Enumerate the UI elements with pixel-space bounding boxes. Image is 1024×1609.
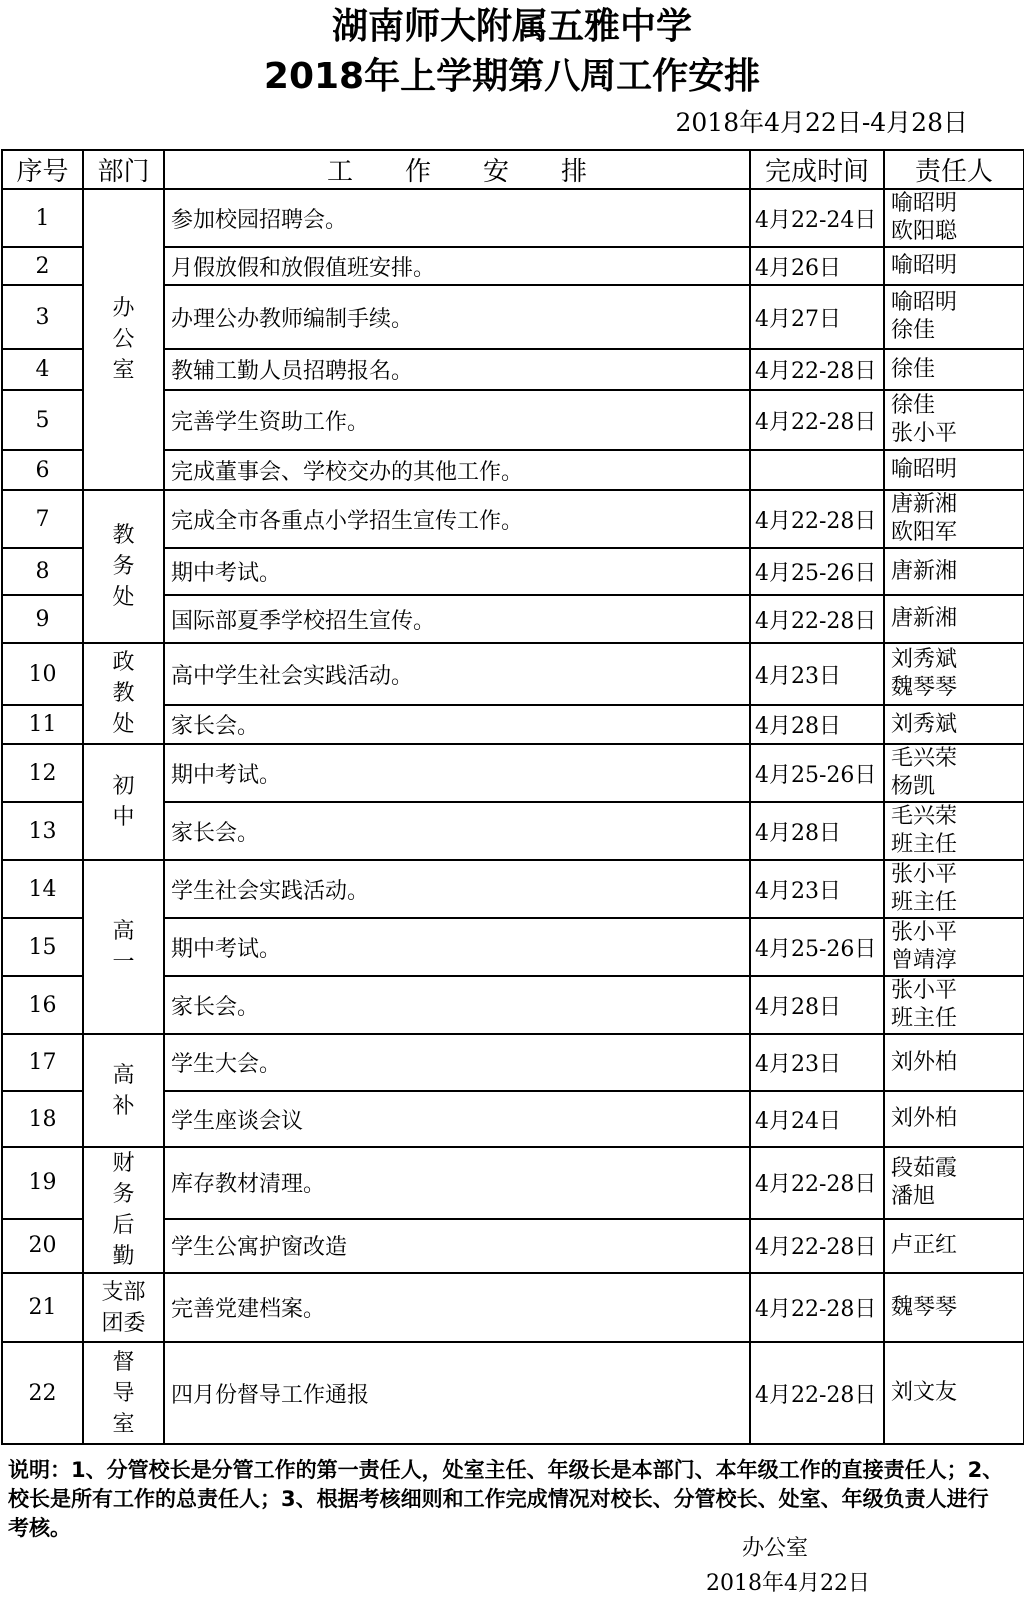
table-header-row	[2, 150, 1024, 189]
row-task: 四月份督导工作通报	[164, 1342, 750, 1444]
row-task: 国际部夏季学校招生宣传。	[164, 595, 750, 643]
header-dept: 部门	[83, 150, 164, 189]
row-num: 18	[2, 1091, 83, 1147]
row-time: 4月27日	[750, 285, 884, 349]
row-task: 高中学生社会实践活动。	[164, 643, 750, 705]
row-person: 魏琴琴	[884, 1273, 1024, 1342]
row-task: 家长会。	[164, 705, 750, 744]
row-task: 学生座谈会议	[164, 1091, 750, 1147]
table-row	[2, 1147, 1024, 1219]
row-num: 20	[2, 1219, 83, 1273]
row-num: 8	[2, 548, 83, 595]
signature-date: 2018年4月22日	[706, 1571, 870, 1596]
row-person: 刘秀斌	[884, 705, 1024, 744]
row-time: 4月28日	[750, 976, 884, 1034]
row-num: 16	[2, 976, 83, 1034]
row-person: 喻昭明	[884, 247, 1024, 285]
dept-political	[83, 643, 164, 744]
dept-label: 高一	[112, 919, 135, 975]
row-task: 家长会。	[164, 976, 750, 1034]
row-person: 徐佳 张小平	[884, 390, 1024, 450]
row-num: 10	[2, 643, 83, 705]
row-person: 张小平 班主任	[884, 860, 1024, 918]
row-num: 17	[2, 1034, 83, 1091]
dept-academic	[83, 490, 164, 643]
row-num: 21	[2, 1273, 83, 1342]
header-person: 责任人	[884, 150, 1024, 189]
row-person: 刘秀斌 魏琴琴	[884, 643, 1024, 705]
dept-junior	[83, 744, 164, 860]
row-task: 期中考试。	[164, 744, 750, 802]
row-time: 4月22-24日	[750, 189, 884, 247]
row-num: 7	[2, 490, 83, 548]
table-row	[2, 1342, 1024, 1444]
row-num: 6	[2, 450, 83, 490]
row-person: 唐新湘	[884, 548, 1024, 595]
row-person: 毛兴荣 班主任	[884, 802, 1024, 860]
date-range: 2018年4月22日-4月28日	[675, 108, 968, 137]
signature-office: 办公室	[742, 1536, 809, 1561]
row-num: 5	[2, 390, 83, 450]
dept-finance	[83, 1147, 164, 1273]
row-time: 4月22-28日	[750, 1219, 884, 1273]
row-person: 刘外柏	[884, 1091, 1024, 1147]
row-num: 9	[2, 595, 83, 643]
header-num: 序号	[2, 150, 83, 189]
row-task: 期中考试。	[164, 918, 750, 976]
dept-label: 初中	[112, 774, 135, 830]
row-num: 22	[2, 1342, 83, 1444]
dept-label: 督导室	[112, 1349, 135, 1437]
dept-label: 政教处	[112, 650, 135, 737]
row-person: 喻昭明	[884, 450, 1024, 490]
row-num: 1	[2, 189, 83, 247]
row-task: 家长会。	[164, 802, 750, 860]
row-task: 学生社会实践活动。	[164, 860, 750, 918]
row-num: 2	[2, 247, 83, 285]
schedule-table	[1, 149, 1024, 1445]
row-task: 完善学生资助工作。	[164, 390, 750, 450]
row-time: 4月23日	[750, 860, 884, 918]
header-time: 完成时间	[750, 150, 884, 189]
row-task: 完成董事会、学校交办的其他工作。	[164, 450, 750, 490]
row-time: 4月22-28日	[750, 1147, 884, 1219]
dept-party	[83, 1273, 164, 1342]
row-task: 教辅工勤人员招聘报名。	[164, 349, 750, 390]
table-row	[2, 1034, 1024, 1091]
row-time: 4月22-28日	[750, 1342, 884, 1444]
row-num: 4	[2, 349, 83, 390]
row-time: 4月25-26日	[750, 548, 884, 595]
row-time: 4月22-28日	[750, 390, 884, 450]
row-task: 参加校园招聘会。	[164, 189, 750, 247]
row-person: 卢正红	[884, 1219, 1024, 1273]
row-num: 12	[2, 744, 83, 802]
dept-label: 财务后勤	[112, 1151, 135, 1269]
row-time	[750, 450, 884, 490]
row-num: 14	[2, 860, 83, 918]
row-time: 4月22-28日	[750, 1273, 884, 1342]
table-row	[2, 860, 1024, 918]
row-task: 完善党建档案。	[164, 1273, 750, 1342]
header-task: 工 作 安 排	[164, 150, 750, 189]
row-task: 学生大会。	[164, 1034, 750, 1091]
row-task: 学生公寓护窗改造	[164, 1219, 750, 1273]
row-task: 办理公办教师编制手续。	[164, 285, 750, 349]
dept-grade-one	[83, 860, 164, 1034]
row-task: 完成全市各重点小学招生宣传工作。	[164, 490, 750, 548]
row-time: 4月26日	[750, 247, 884, 285]
table-row	[2, 1273, 1024, 1342]
row-person: 唐新湘 欧阳军	[884, 490, 1024, 548]
dept-repeat	[83, 1034, 164, 1147]
row-time: 4月23日	[750, 1034, 884, 1091]
row-person: 刘外柏	[884, 1034, 1024, 1091]
row-person: 毛兴荣 杨凯	[884, 744, 1024, 802]
row-person: 唐新湘	[884, 595, 1024, 643]
row-task: 月假放假和放假值班安排。	[164, 247, 750, 285]
row-person: 徐佳	[884, 349, 1024, 390]
dept-label: 教务处	[112, 523, 135, 610]
document-subtitle: 2018年上学期第八周工作安排	[263, 56, 761, 97]
row-time: 4月24日	[750, 1091, 884, 1147]
table-row	[2, 490, 1024, 548]
row-task: 库存教材清理。	[164, 1147, 750, 1219]
row-num: 19	[2, 1147, 83, 1219]
dept-supervision	[83, 1342, 164, 1444]
row-time: 4月25-26日	[750, 744, 884, 802]
row-num: 13	[2, 802, 83, 860]
row-person: 刘文友	[884, 1342, 1024, 1444]
table-row	[2, 189, 1024, 247]
row-num: 11	[2, 705, 83, 744]
row-person: 喻昭明 欧阳聪	[884, 189, 1024, 247]
row-time: 4月28日	[750, 705, 884, 744]
dept-label: 支部团委	[101, 1279, 146, 1336]
document-title: 湖南师大附属五雅中学	[331, 6, 692, 47]
row-time: 4月22-28日	[750, 595, 884, 643]
row-time: 4月22-28日	[750, 490, 884, 548]
dept-label: 办公室	[112, 296, 135, 383]
row-task: 期中考试。	[164, 548, 750, 595]
row-time: 4月25-26日	[750, 918, 884, 976]
row-num: 3	[2, 285, 83, 349]
row-person: 张小平 曾靖淳	[884, 918, 1024, 976]
explanation-note: 说明：1、分管校长是分管工作的第一责任人，处室主任、年级长是本部门、本年级工作的直接责任人；2、校长是所有工作的总责任人；3、根据考核细则和工作完成情况对校长、分管校长、处室、年级负责人进行考核。	[8, 1458, 1004, 1540]
table-row	[2, 744, 1024, 802]
row-person: 段茹霞 潘旭	[884, 1147, 1024, 1219]
row-time: 4月22-28日	[750, 349, 884, 390]
dept-office	[83, 189, 164, 490]
row-num: 15	[2, 918, 83, 976]
row-time: 4月28日	[750, 802, 884, 860]
row-person: 喻昭明 徐佳	[884, 285, 1024, 349]
table-row	[2, 643, 1024, 705]
row-person: 张小平 班主任	[884, 976, 1024, 1034]
row-time: 4月23日	[750, 643, 884, 705]
dept-label: 高补	[112, 1062, 135, 1119]
